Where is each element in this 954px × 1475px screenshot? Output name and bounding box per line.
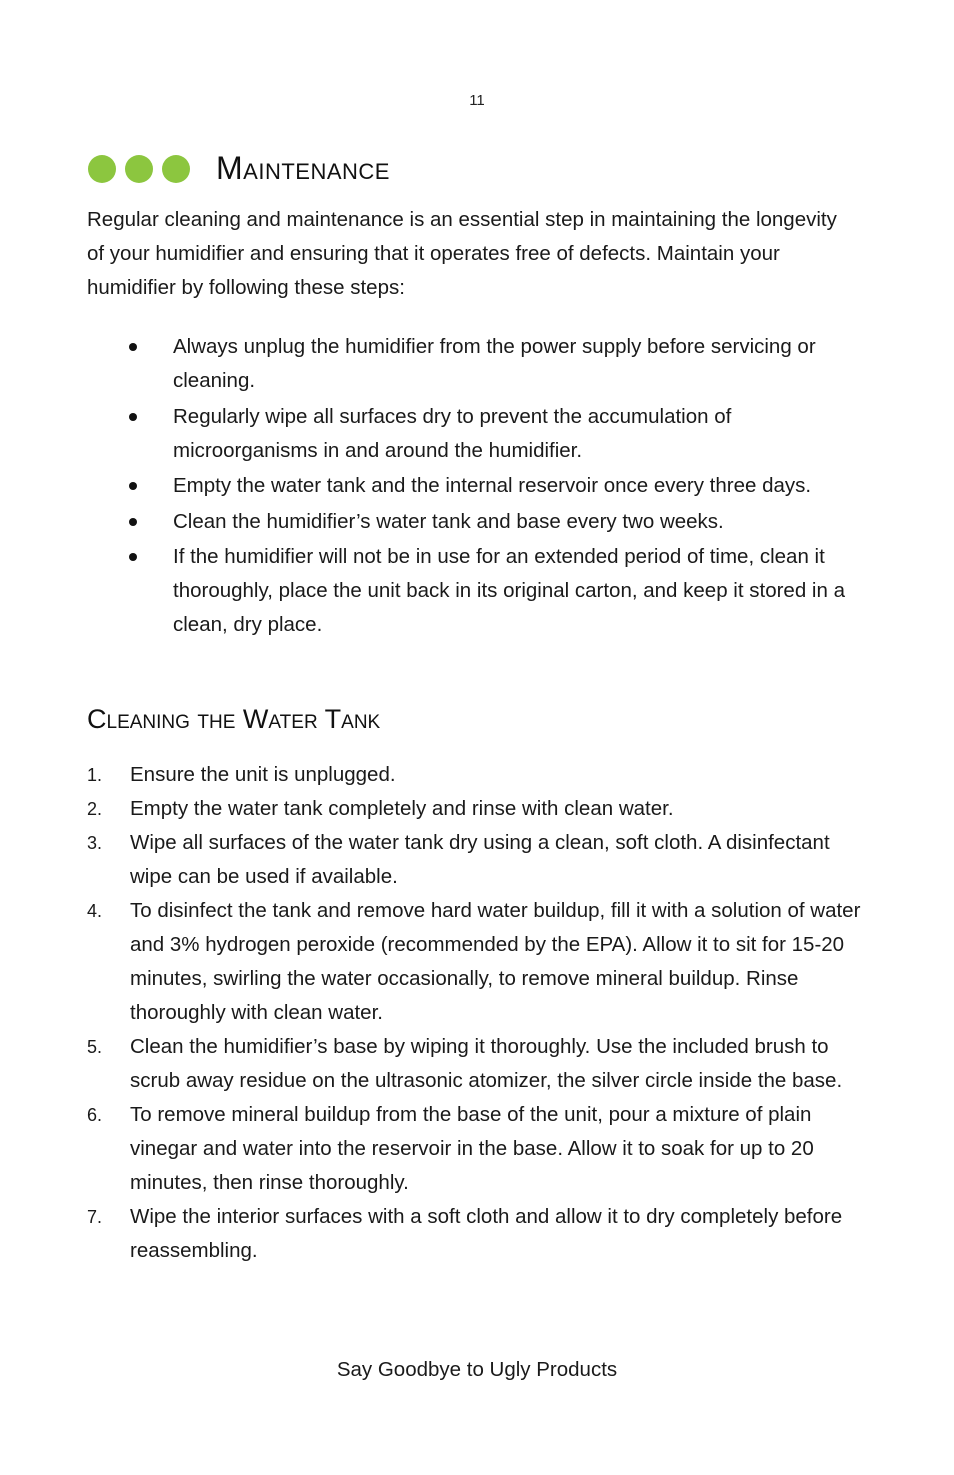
cleaning-steps-list bbox=[87, 758, 877, 1268]
bullet-item bbox=[127, 469, 867, 503]
bullet-icon bbox=[129, 343, 137, 351]
bullet-text: Always unplug the humidifier from the power supply before servicing or cleaning. bbox=[173, 335, 816, 392]
step-item bbox=[87, 894, 877, 1030]
heading-dots bbox=[88, 155, 190, 183]
bullet-icon bbox=[129, 518, 137, 526]
section-heading bbox=[88, 150, 390, 187]
step-number: 5. bbox=[87, 1037, 103, 1057]
green-dot-icon bbox=[88, 155, 116, 183]
step-text: Ensure the unit is unplugged. bbox=[130, 763, 396, 786]
step-text: Empty the water tank completely and rinse with clean water. bbox=[130, 797, 674, 820]
step-number: 4. bbox=[87, 901, 103, 921]
step-item bbox=[87, 1098, 877, 1200]
step-number: 3. bbox=[87, 833, 103, 853]
maintenance-bullet-list bbox=[127, 330, 867, 644]
bullet-item bbox=[127, 540, 867, 642]
bullet-icon bbox=[129, 413, 137, 421]
subsection-title: Cleaning the Water Tank bbox=[87, 704, 381, 734]
footer-tagline: Say Goodbye to Ugly Products bbox=[336, 1358, 618, 1381]
bullet-text: Clean the humidifier’s water tank and base every two weeks. bbox=[173, 509, 724, 533]
green-dot-icon bbox=[125, 155, 153, 183]
step-text: Wipe the interior surfaces with a soft cloth and allow it to dry completely before reassembling. bbox=[130, 1205, 843, 1262]
step-number: 7. bbox=[87, 1207, 103, 1227]
page-number: 11 bbox=[469, 92, 485, 109]
bullet-text: Empty the water tank and the internal reservoir once every three days. bbox=[173, 474, 812, 497]
green-dot-icon bbox=[162, 155, 190, 183]
bullet-item bbox=[127, 400, 867, 468]
intro-paragraph: Regular cleaning and maintenance is an essential step in maintaining the longevity of your humidifier and ensuring that it operates free of defects. Maintain your humidifier by following these steps: bbox=[87, 208, 837, 299]
step-number: 6. bbox=[87, 1105, 103, 1125]
step-item bbox=[87, 792, 877, 826]
step-text: Wipe all surfaces of the water tank dry using a clean, soft cloth. A disinfectant wipe can be used if available. bbox=[130, 831, 830, 888]
bullet-text: If the humidifier will not be in use for an extended period of time, clean it thoroughly, place the unit back in its original carton, and keep it stored in a clean, dry place. bbox=[173, 545, 845, 636]
bullet-icon bbox=[129, 482, 137, 490]
step-item bbox=[87, 758, 877, 792]
section-title: Maintenance bbox=[216, 150, 390, 186]
bullet-item bbox=[127, 330, 867, 398]
step-item bbox=[87, 1030, 877, 1098]
step-number: 2. bbox=[87, 799, 103, 819]
bullet-icon bbox=[129, 553, 137, 561]
step-text: To remove mineral buildup from the base of the unit, pour a mixture of plain vinegar and water into the reservoir in the base. Allow it to soak for up to 20 minutes, then rinse thoroughly. bbox=[130, 1103, 814, 1194]
bullet-text: Regularly wipe all surfaces dry to prevent the accumulation of microorganisms in and around the humidifier. bbox=[173, 404, 732, 462]
step-item bbox=[87, 826, 877, 894]
step-item bbox=[87, 1200, 877, 1268]
bullet-item bbox=[127, 505, 867, 539]
step-number: 1. bbox=[87, 765, 103, 785]
step-text: To disinfect the tank and remove hard water buildup, fill it with a solution of water and 3% hydrogen peroxide (recommended by the EPA). Allow it to sit for 15-20 minutes, swirling the water occasionally, to remove mineral buildup. Rinse thoroughly with clean water. bbox=[130, 899, 861, 1024]
step-text: Clean the humidifier’s base by wiping it thoroughly. Use the included brush to scrub away residue on the ultrasonic atomizer, the silver circle inside the base. bbox=[130, 1035, 843, 1092]
